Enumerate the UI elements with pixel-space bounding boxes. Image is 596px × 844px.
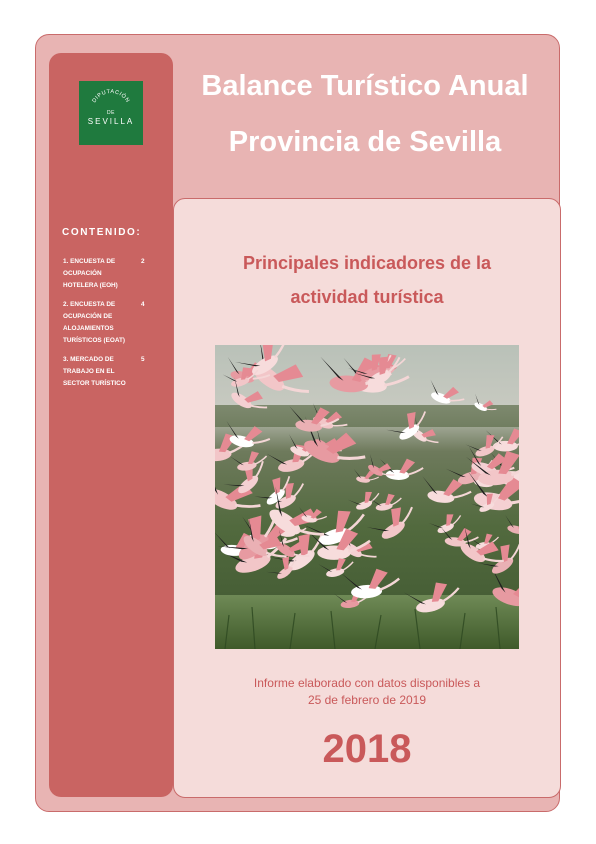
report-year: 2018 (322, 727, 412, 771)
report-line-2: 25 de febrero de 2019 (307, 693, 427, 707)
logo-name-text: SEVILLA (87, 117, 135, 126)
toc-item-mercado-trabajo[interactable] (63, 354, 153, 390)
svg-text:DIPUTACIÓN (91, 89, 130, 104)
title-line-1: Balance Turístico Anual (201, 70, 529, 102)
toc-item-eoh[interactable] (63, 256, 153, 292)
diputacion-sevilla-logo-icon (79, 81, 143, 145)
subtitle (180, 246, 554, 314)
logo-de-text: DE (107, 110, 115, 116)
table-of-contents (63, 256, 153, 397)
page-title (175, 58, 555, 170)
logo-arc-text: DIPUTACIÓN (91, 88, 131, 105)
toc-item-page: 2 (141, 258, 145, 265)
report-line-1: Informe elaborado con datos disponibles a (253, 676, 481, 690)
title-line-2: Provincia de Sevilla (228, 126, 502, 158)
toc-item-label: 3. MERCADO DE TRABAJO EN EL SECTOR TURÍSTICO (63, 356, 126, 387)
toc-item-eoat[interactable] (63, 299, 153, 347)
sidebar (49, 53, 173, 797)
contents-heading: CONTENIDO: (62, 227, 142, 238)
toc-item-label: 1. ENCUESTA DE OCUPACIÓN HOTELERA (EOH) (63, 258, 118, 289)
toc-item-label: 2. ENCUESTA DE OCUPACIÓN DE ALOJAMIENTOS TURÍSTICOS (EOAT) (63, 301, 126, 344)
toc-item-page: 4 (141, 301, 145, 308)
report-note (180, 675, 554, 709)
flamingos-photo-icon (215, 345, 519, 649)
toc-item-page: 5 (141, 356, 145, 363)
subtitle-line-1: Principales indicadores de la (242, 253, 492, 273)
subtitle-line-2: actividad turística (290, 287, 444, 307)
